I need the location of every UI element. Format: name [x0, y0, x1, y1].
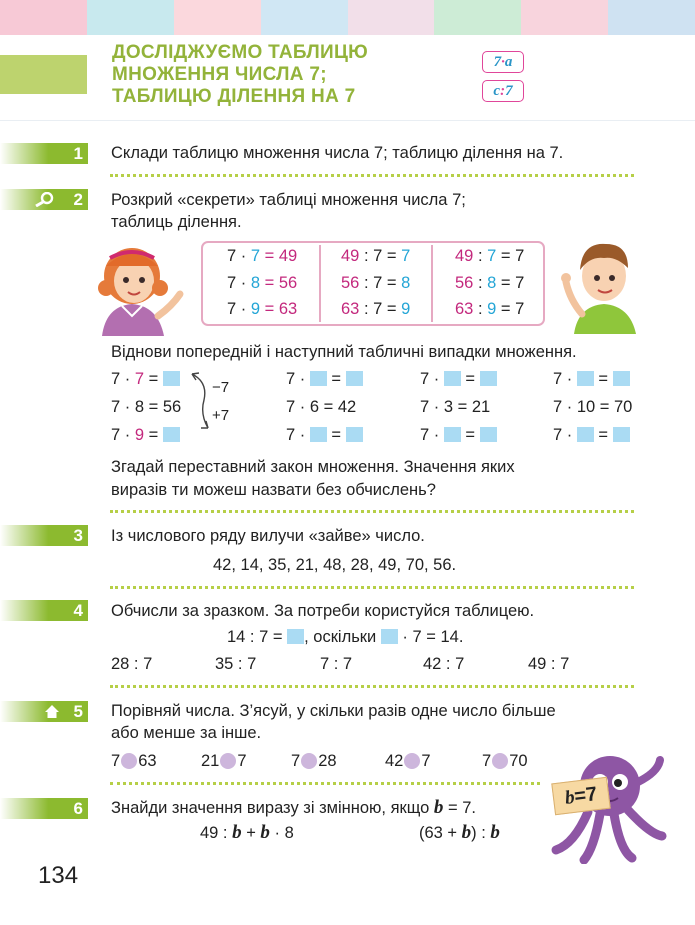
table-cell: 63 : 7 = 9: [341, 300, 411, 318]
table-cell: 56 : 8 = 7: [455, 274, 525, 292]
comparison-pair: 7 28: [291, 752, 337, 770]
badge-op: :: [500, 83, 506, 99]
answer-blank[interactable]: [480, 371, 497, 386]
expression-row: 7 · 9 =: [111, 424, 180, 446]
expression-row: 7 · =: [286, 424, 363, 446]
table-cell: 7 · 7 = 49: [227, 247, 298, 265]
expression-row: 7 · 10 = 70: [553, 398, 633, 416]
expression-row: 7 · =: [553, 368, 630, 390]
table-cell: 49 : 7 = 7: [455, 247, 525, 265]
answer-blank[interactable]: [346, 427, 363, 442]
answer-blank[interactable]: [163, 371, 180, 386]
top-strip-segment: [261, 0, 348, 35]
table-cell: 56 : 7 = 8: [341, 274, 411, 292]
task-number-tab-4: [0, 600, 88, 621]
expression-row: 7 · =: [420, 368, 497, 390]
answer-blank[interactable]: [577, 427, 594, 442]
comparison-circle[interactable]: [121, 753, 137, 769]
division-item: 42 : 7: [423, 655, 465, 673]
top-strip-segment: [174, 0, 261, 35]
badge-left: c: [493, 83, 501, 99]
task-number: 3: [73, 526, 83, 545]
task-number: 4: [73, 601, 83, 620]
division-item: 7 : 7: [320, 655, 353, 673]
expression-row: 7 · 7 =: [111, 368, 180, 390]
task-1-text: Склади таблицю множення числа 7; таблицю ділення на 7.: [111, 144, 564, 162]
task-number-tab-2: [0, 189, 88, 210]
boy-illustration: [560, 234, 645, 334]
brace-arrows: [188, 370, 210, 434]
answer-blank[interactable]: [613, 371, 630, 386]
header-divider: [0, 120, 695, 121]
task-2-text-line: Розкрий «секрети» таблиці множення числа 7;: [111, 191, 466, 209]
comparison-pair: 21 7: [201, 752, 247, 770]
division-item: 35 : 7: [215, 655, 257, 673]
task-number: 1: [73, 144, 83, 163]
comparison-circle[interactable]: [301, 753, 317, 769]
task-4-example: 14 : 7 = , оскільки · 7 = 14.: [227, 628, 464, 646]
comparison-pair: 42 7: [385, 752, 431, 770]
answer-blank[interactable]: [480, 427, 497, 442]
variable-b: b: [433, 797, 444, 818]
task-4-text: Обчисли за зразком. За потреби користуйся таблицею.: [111, 602, 535, 620]
division-item: 28 : 7: [111, 655, 153, 673]
title-line: МНОЖЕННЯ ЧИСЛА 7;: [112, 64, 327, 85]
task-number: 6: [73, 799, 83, 818]
expression-2: (63 + b) : b: [419, 822, 500, 843]
answer-blank[interactable]: [444, 371, 461, 386]
top-strip-segment: [348, 0, 435, 35]
table-divider: [431, 245, 433, 322]
octopus-sign: [551, 777, 610, 816]
sign-variable: b: [563, 786, 576, 809]
answer-blank[interactable]: [577, 371, 594, 386]
comparison-circle[interactable]: [220, 753, 236, 769]
expression-row: 7 · =: [420, 424, 497, 446]
division-item: 49 : 7: [528, 655, 570, 673]
answer-blank[interactable]: [444, 427, 461, 442]
page-title: [112, 42, 368, 108]
title-accent-bar: [0, 55, 87, 94]
expression-row: 7 · 3 = 21: [420, 398, 491, 416]
task-number-tab-3: [0, 525, 88, 546]
dotted-divider: [110, 685, 634, 688]
answer-blank[interactable]: [163, 427, 180, 442]
task-number-tab-5: [0, 701, 88, 722]
dotted-divider: [110, 174, 634, 177]
dotted-divider: [110, 782, 540, 785]
sign-text: =7: [573, 783, 599, 808]
number-series: 42, 14, 35, 21, 48, 28, 49, 70, 56.: [213, 556, 457, 574]
top-strip-segment: [434, 0, 521, 35]
answer-blank[interactable]: [613, 427, 630, 442]
task-2-question-line: виразів ти можеш назвати без обчислень?: [111, 481, 436, 499]
top-strip-segment: [521, 0, 608, 35]
answer-blank[interactable]: [287, 629, 304, 644]
task-5-text-line: Порівняй числа. З’ясуй, у скільки разів одне число більше: [111, 702, 556, 720]
table-cell: 63 : 9 = 7: [455, 300, 525, 318]
top-strip-segment: [0, 0, 87, 35]
expression-row: 7 · =: [286, 368, 363, 390]
girl-illustration: [92, 236, 187, 336]
task-5-text-line: або менше за інше.: [111, 724, 262, 742]
task-number: 2: [73, 190, 83, 209]
badge-right: 7: [505, 83, 513, 99]
dotted-divider: [110, 510, 634, 513]
division-badge: [482, 80, 524, 102]
answer-blank[interactable]: [310, 371, 327, 386]
badge-left: 7: [493, 54, 502, 70]
table-cell: 49 : 7 = 7: [341, 247, 411, 265]
table-cell: 7 · 9 = 63: [227, 300, 298, 318]
badge-right: a: [504, 54, 513, 70]
comparison-circle[interactable]: [492, 753, 508, 769]
answer-blank[interactable]: [310, 427, 327, 442]
top-strip-segment: [87, 0, 174, 35]
comparison-circle[interactable]: [404, 753, 420, 769]
title-line: ТАБЛИЦЮ ДІЛЕННЯ НА 7: [112, 86, 356, 107]
minus-seven-label: −7: [212, 379, 230, 396]
comparison-pair: 7 70: [482, 752, 528, 770]
badge-op: ·: [501, 54, 505, 70]
home-icon: [44, 704, 60, 721]
magnifier-icon: [34, 192, 56, 209]
comparison-pair: 7 63: [111, 752, 157, 770]
task-3-text: Із числового ряду вилучи «зайве» число.: [111, 527, 425, 545]
expression-row: 7 · 8 = 56: [111, 398, 182, 416]
task-2-question-line: Згадай переставний закон множення. Значення яких: [111, 458, 515, 476]
top-color-strip: [0, 0, 695, 35]
top-strip-segment: [608, 0, 695, 35]
task-2-text-line: таблиць ділення.: [111, 213, 242, 231]
task-number: 5: [73, 702, 83, 721]
task-number-tab-1: [0, 143, 88, 164]
dotted-divider: [110, 586, 634, 589]
table-cell: 7 · 8 = 56: [227, 274, 298, 292]
expression-1: 49 : b + b · 8: [200, 822, 294, 843]
answer-blank[interactable]: [381, 629, 398, 644]
plus-seven-label: +7: [212, 407, 230, 424]
table-divider: [319, 245, 321, 322]
task-6-text: Знайди значення виразу зі змінною, якщо b = 7.: [111, 797, 476, 818]
title-line: ДОСЛІДЖУЄМО ТАБЛИЦЮ: [112, 42, 369, 63]
task-number-tab-6: [0, 798, 88, 819]
expression-row: 7 · =: [553, 424, 630, 446]
expression-row: 7 · 6 = 42: [286, 398, 357, 416]
answer-blank[interactable]: [346, 371, 363, 386]
multiplication-badge: [482, 51, 524, 73]
page-number: 134: [38, 862, 79, 889]
task-2-instruction: Віднови попередній і наступний табличні випадки множення.: [111, 343, 577, 361]
